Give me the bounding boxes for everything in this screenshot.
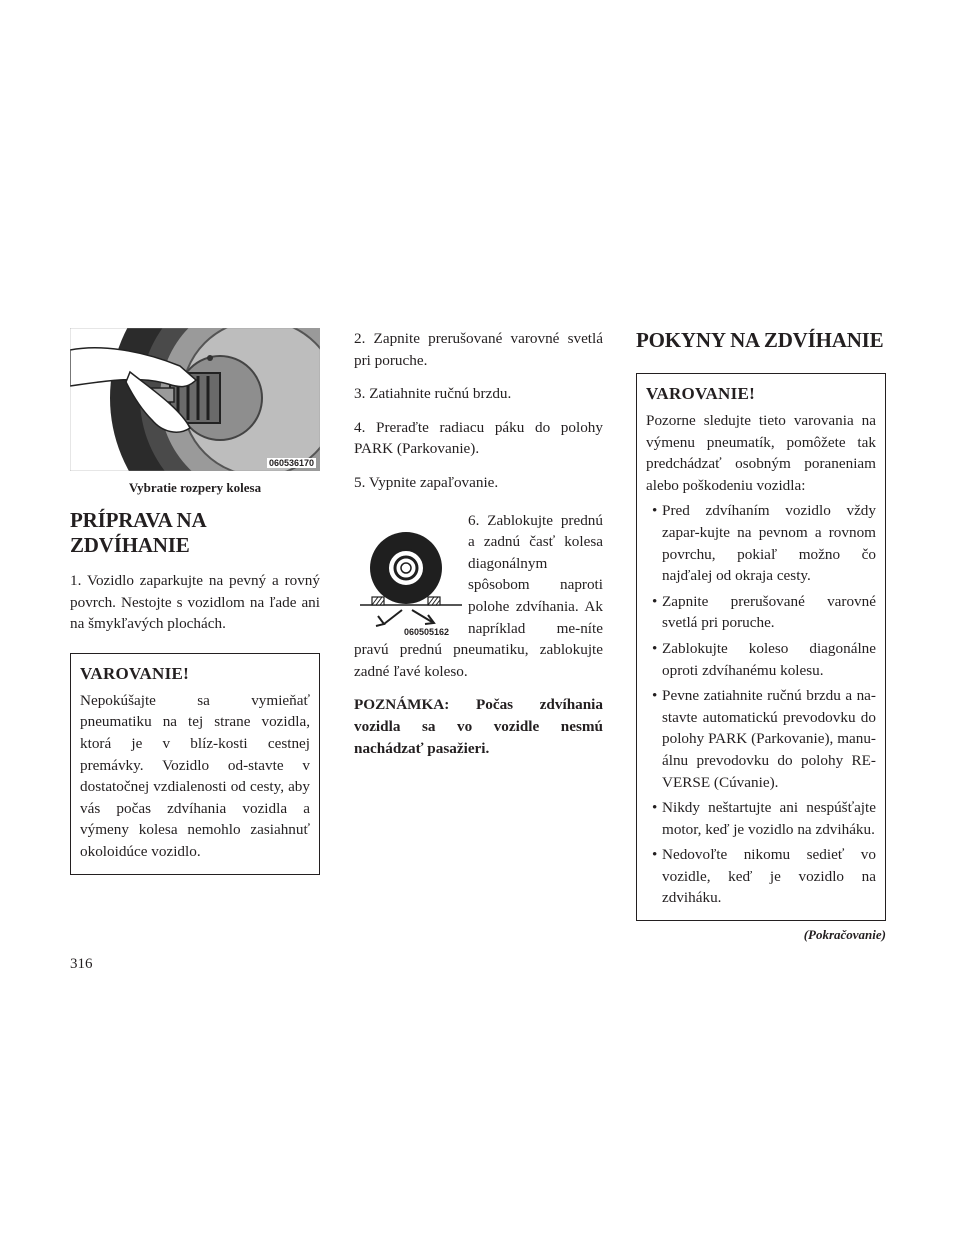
warning-list [646, 500, 876, 909]
step-4: 4. Preraďte radiacu páku do polohy PARK (Parkovanie). [354, 418, 603, 458]
section-title-line2: ZDVÍHANIE [70, 533, 190, 557]
list-item: • Zablokujte koleso diagonálne oproti zdvíhanému kolesu. [646, 638, 876, 681]
section-title-preparation [70, 508, 320, 558]
wheel-spacer-figure [70, 328, 320, 471]
wheel-chock-illustration [354, 512, 462, 636]
left-column [70, 328, 320, 875]
warning-title: VAROVANIE! [80, 663, 190, 683]
wheel-chock-figure [354, 512, 462, 636]
figure-code: 060505162 [404, 626, 450, 637]
step-5: 5. Vypnite zapaľovanie. [354, 473, 499, 491]
page-number: 316 [70, 956, 93, 972]
warning-box-2 [636, 373, 886, 921]
figure-code: 0605361​70 [268, 458, 314, 468]
list-item: • Nikdy neštartujte ani nespúšťajte motor, keď je vozidlo na zdviháku. [646, 797, 876, 840]
wheel-spacer-illustration [70, 328, 320, 471]
step-6: 6. Zablokujte prednú a zadnú časť kolesa diagonálnym spôsobom naproti polohe zdvíhania. Ak napríklad me-níte pravú prednú pneumatiku, zablokujte zadné ľavé koleso. [354, 511, 603, 680]
section-title-line1: PRÍPRAVA NA [70, 508, 207, 532]
figure-caption: Vybratie rozpery kolesa [128, 480, 262, 495]
list-item: • Pred zdvíhaním vozidlo vždy zapar-kujte na pevnom a rovnom povrchu, pokiaľ možno čo najďalej od okraja cesty. [646, 500, 876, 586]
list-item: • Zapnite prerušované varovné svetlá pri poruche. [646, 591, 876, 634]
warning-intro: Pozorne sledujte tieto varovania na výmenu pneumatík, pomôžete tak predchádzať osobným poraneniam alebo poškodeniu vozidla: [646, 412, 876, 494]
step-3: 3. Zatiahnite ručnú brzdu. [354, 385, 512, 403]
list-item: • Pevne zatiahnite ručnú brzdu a na-stavte automatickú prevodovku do polohy PARK (Parkovanie), manu-álnu prevodovku do polohy RE-VERSE (Cúvanie). [646, 685, 876, 793]
warning-text: Nepokúšajte sa vymieňať pneumatiku na tej strane vozidla, ktorá je v blíz-kosti cestnej premávky. Vozidlo od-stavte v dostatočnej vzdialenosti od cesty, aby vás počas zdvíhania vozidla a výmeny kolesa nemohlo zasiahnuť okoloidúce vozidlo. [80, 691, 310, 860]
note: POZNÁMKA: Počas zdvíhania vozidla sa vo vozidle nesmú nachádzať pasažieri. [354, 696, 603, 757]
middle-column [354, 328, 603, 759]
right-column [636, 328, 886, 943]
list-item: • Nedovoľte nikomu sedieť vo vozidle, keď je vozidlo na zdviháku. [646, 844, 876, 909]
warning-box-1 [70, 653, 320, 875]
warning-title: VAROVANIE! [646, 384, 756, 403]
step-1: 1. Vozidlo zaparkujte na pevný a rovný povrch. Nestojte s vozidlom na ľade ani na šmykľavých plochách. [70, 572, 320, 633]
continued-label: (Pokračovanie) [803, 927, 886, 943]
section-title-jacking: POKYNY NA ZDVÍHANIE [636, 328, 884, 352]
step-2: 2. Zapnite prerušované varovné svetlá pri poruche. [354, 330, 603, 369]
